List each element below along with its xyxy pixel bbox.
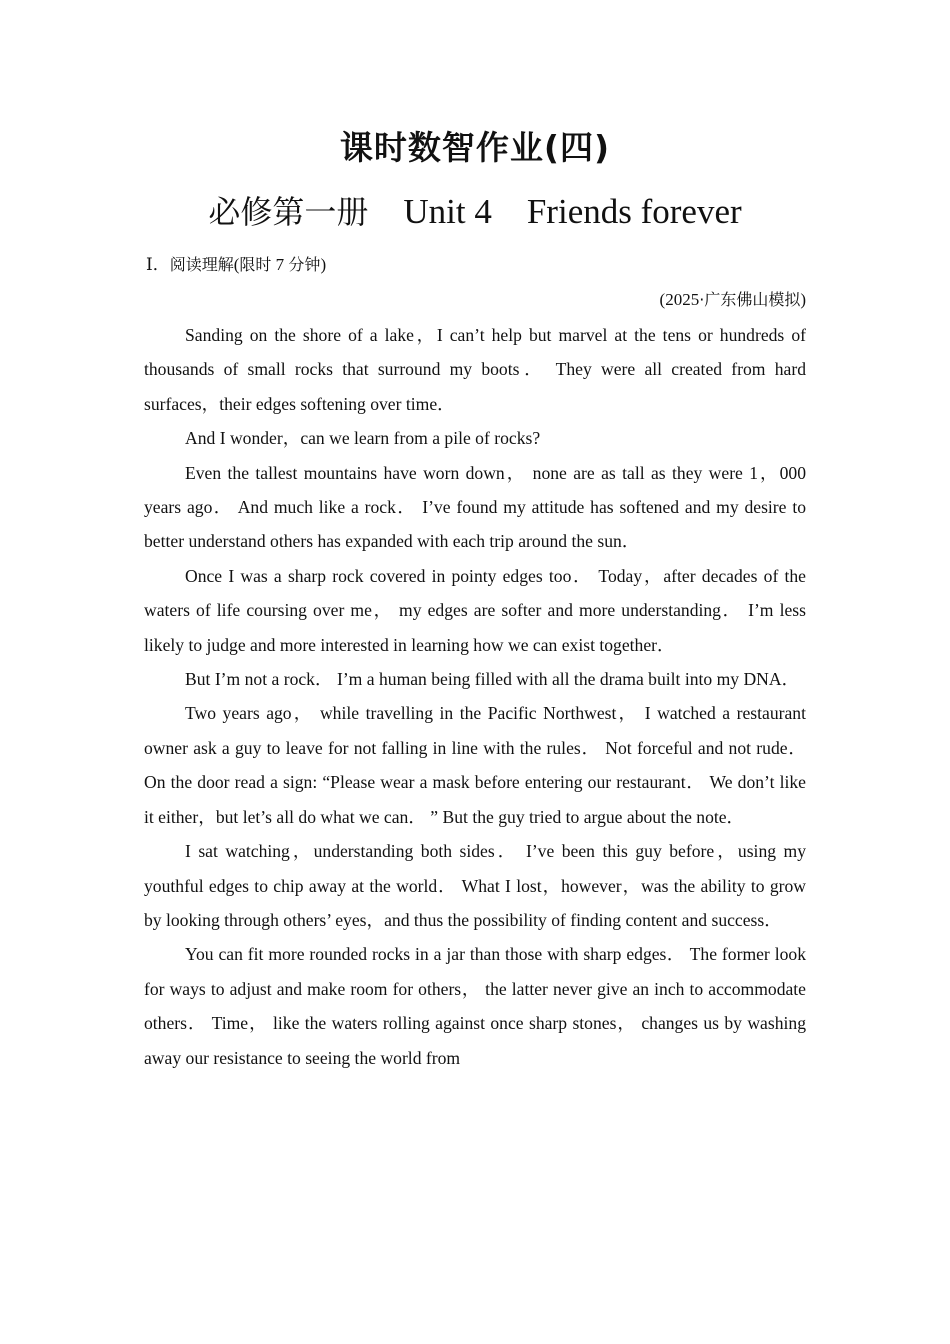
page-subtitle	[0, 188, 950, 236]
time-close: )	[320, 255, 327, 274]
passage-paragraph: Once I was a sharp rock covered in pointy edges too． Today，after decades of the waters of life coursing over me， my edges are softer and more understanding． I’m less likely to judge and more interested in learning how we can exist together．	[144, 565, 806, 655]
time-limit-label: 限时	[239, 255, 272, 274]
subtitle-gap	[368, 192, 403, 231]
section-number: Ⅰ．	[146, 255, 170, 274]
passage-paragraph: And I wonder，can we learn from a pile of rocks?	[185, 428, 541, 449]
source-close: )	[800, 290, 806, 309]
passage-paragraph: Even the tallest mountains have worn down， none are as tall as they were 1，000 years ago． And much like a rock． I’ve found my attitude has softened and my desire to better understand others has expanded with each trip around the sun．	[144, 462, 806, 552]
passage-paragraph: Two years ago， while travelling in the Pacific Northwest， I watched a restaurant owner ask a guy to leave for not falling in line with the rules． Not forceful and not rude． On the door read a sign: “Please wear a mask before entering our restaurant． We don’t like it either，but let’s all do what we can． ” But the guy tried to argue about the note．	[144, 703, 806, 827]
subtitle-gap	[492, 192, 527, 231]
passage-paragraph: You can fit more rounded rocks in a jar than those with sharp edges． The former look for ways to adjust and make room for others， the latter never give an inch to accommodate others． Time， like the waters rolling against once sharp stones， changes us by washing away our resistance to seeing the world from	[144, 944, 806, 1068]
source-place: 广东佛山模拟	[704, 290, 801, 309]
time-limit-unit: 分钟	[288, 255, 321, 274]
section-heading	[146, 250, 326, 280]
source-year: (2025	[659, 290, 700, 309]
subtitle-book: 必修第一册	[208, 193, 369, 231]
section-name: 阅读理解	[169, 255, 234, 274]
page-title: 课时数智作业(四)	[339, 128, 611, 167]
passage-paragraph: Sanding on the shore of a lake，I can’t help but marvel at the tens or hundreds of thousands of small rocks that surround my boots． They were all created from hard surfaces，their edges softening over time．	[144, 325, 806, 414]
reading-passage	[144, 318, 806, 1075]
subtitle-topic: Friends forever	[526, 192, 742, 231]
passage-paragraph: But I’m not a rock． I’m a human being filled with all the drama built into my DNA．	[185, 669, 800, 690]
passage-source	[660, 285, 806, 315]
time-limit-value: 7	[271, 255, 289, 274]
time-open: (	[233, 255, 240, 274]
source-separator: ·	[699, 290, 705, 309]
passage-paragraph: I sat watching，understanding both sides． I’ve been this guy before，using my youthful edges to chip away at the world． What I lost，however，was the ability to grow by looking through others’ eyes，and thus the possibility of finding content and success．	[144, 841, 806, 930]
subtitle-unit: Unit 4	[403, 192, 492, 231]
